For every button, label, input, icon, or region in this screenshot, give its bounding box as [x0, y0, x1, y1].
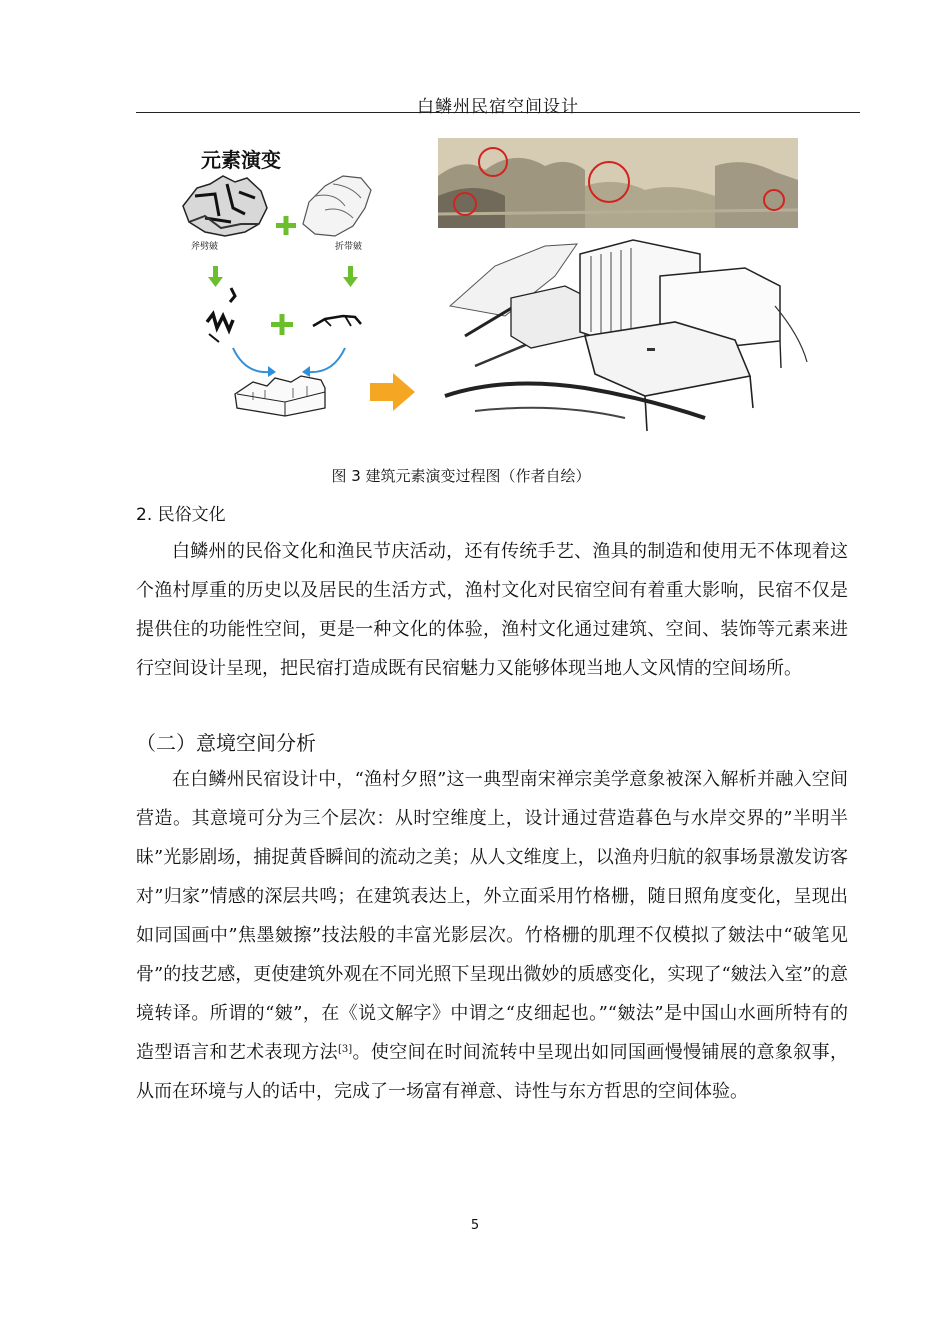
architecture-sketch: [445, 240, 807, 431]
folk-culture-paragraph: 白鳞州的民俗文化和渔民节庆活动，还有传统手艺、渔具的制造和使用无不体现着这个渔村厚重的历史以及居民的生活方式，渔村文化对民宿空间有着重大影响，民宿不仅是提供住的功能性空间，更是一种文化的体验，渔村文化通过建筑、空间、装饰等元素来进行空间设计呈现，把民宿打造成既有民宿魅力又能够体现当地人文风情的空间场所。: [136, 541, 848, 679]
abstract-stroke-left: [207, 288, 235, 342]
stepped-building-sketch: [235, 376, 325, 416]
axe-cut-rock-sketch: [183, 176, 267, 236]
label-folded-belt: 折带皴: [335, 242, 363, 252]
plus-icon: [271, 314, 293, 335]
landscape-painting: [438, 138, 798, 228]
right-arrow-icon: [370, 373, 415, 411]
curved-arrow-icon: [302, 348, 345, 377]
evolution-figure: [175, 136, 815, 441]
paragraph-text: 在白鳞州民宿设计中，“渔村夕照”这一典型南宋禅宗美学意象被深入解析并融入空间营造。其意境可分为三个层次：从时空维度上，设计通过营造暮色与水岸交界的”半明半昧”光影剧场，捕捉黄昏瞬间的流动之美；从人文维度上，以渔舟归航的叙事场景激发访客对”归家”情感的深层共鸣；在建筑表达上，外立面采用竹格栅，随日照角度变化，呈现出如同国画中”焦墨皴擦”技法般的丰富光影层次。竹格栅的肌理不仅模拟了皴法中“破笔见骨”的技艺感，更使建筑外观在不同光照下呈现出微妙的质感变化，实现了“皴法入室”的意境转译。所谓的“皴”，在《说文解字》中谓之“皮细起也。”“皴法”是中国山水画所特有的造型语言和艺术表现方法: [136, 769, 848, 1063]
running-header: 白鳞州民宿空间设计: [417, 97, 579, 117]
down-arrow-icon: [208, 266, 223, 287]
figure-caption: 图 3 建筑元素演变过程图（作者自绘）: [331, 467, 591, 485]
curved-arrow-icon: [233, 348, 276, 377]
artistic-space-paragraph: [136, 760, 848, 1111]
header-rule: [136, 112, 860, 113]
folded-belt-rock-sketch: [303, 176, 371, 236]
abstract-stroke-right: [313, 316, 361, 326]
citation-ref[interactable]: [3]: [338, 1044, 353, 1055]
subsection-heading: 2. 民俗文化: [136, 505, 226, 525]
figure-title: 元素演变: [201, 148, 281, 172]
figure-illustration: [175, 136, 815, 441]
down-arrow-icon: [343, 266, 358, 287]
page-number: 5: [470, 1218, 480, 1233]
plus-icon: [276, 216, 296, 235]
paragraph-text-tail: 。使空间在时间流转中呈现出如同国画慢慢铺展的意象叙事，从而在环境与人的话中，完成了一场富有禅意、诗性与东方哲思的空间体验。: [136, 1042, 849, 1102]
section-heading: （二）意境空间分析: [136, 731, 316, 755]
label-axe-cut: 斧劈皴: [191, 242, 219, 252]
